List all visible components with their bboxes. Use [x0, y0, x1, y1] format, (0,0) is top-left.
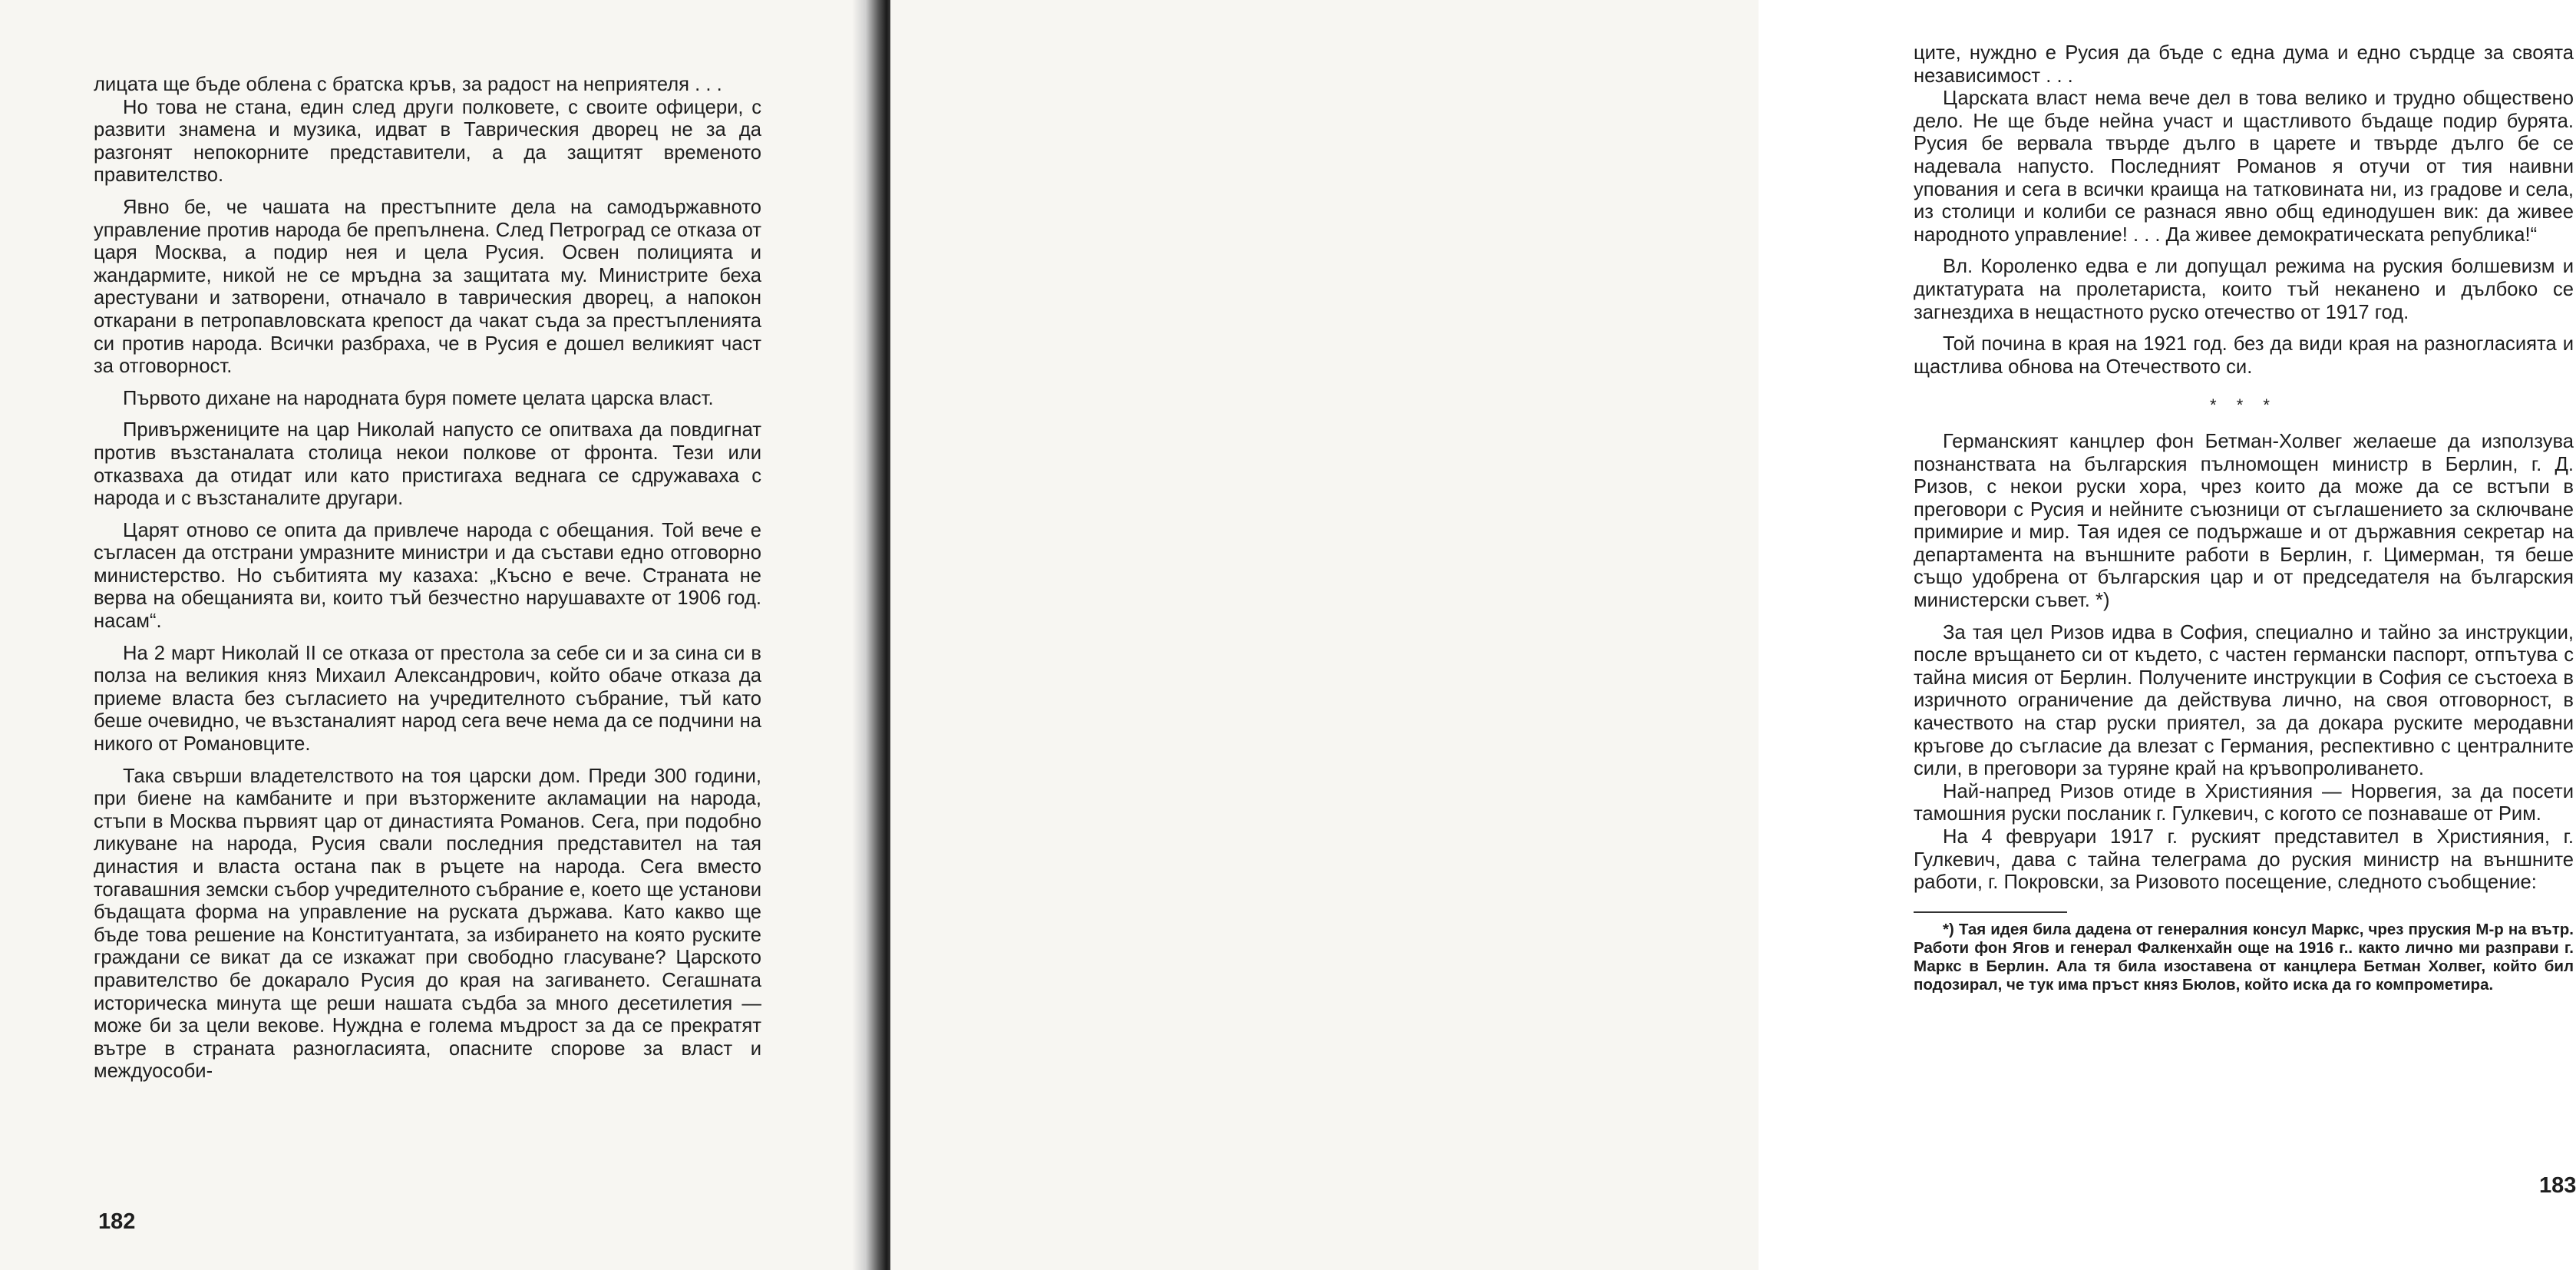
paragraph: Германският канцлер фон Бетман-Холвег желаеше да използува познанствата на българския пълномощен министр в Берлин, г. Д. Ризов, с некои руски хора, чрез които да може да се встъпи в преговори с Русия и нейните съюзници от съглашението за сключване примирие и мир. Тая идея се подържаше и от държавния секретар на департамента на външните работи в Берлин, г. Цимерман, тя беше също удобрена от българския цар и от председателя на българския министерски съвет. *)	[1914, 430, 2574, 612]
footnote: *) Тая идея била дадена от генералния консул Маркс, чрез пруския М-р на вътр. Работи фон Ягов и генерал Фалкенхайн още на 1916 г.. както лично ми разправи г. Маркс в Берлин. Ала тя била изоставена от канцлера Бетман Холвег, който бил подозирал, че тук има пръст княз Бюлов, който иска да го компрометира.	[1914, 920, 2574, 994]
paragraph: Най-напред Ризов отиде в Християния — Норвегия, за да посети тамошния руски посланик г. Гулкевич, с когото се познаваше от Рим.	[1914, 780, 2574, 825]
paragraph: На 2 март Николай II се отказа от престола за себе си и за сина си в полза на великия княз Михаил Александрович, който обаче отказа да приеме власта без съгласието на учредителното събрание, тъй като беше очевидно, че възстаналият народ сега вече нема да се подчини на никого от Романовците.	[94, 642, 761, 756]
paragraph: Царят отново се опита да привлече народа с обещания. Той вече е съгласен да отстрани умразните министри и да състави едно отговорно министерство. Но събитията му казаха: „Късно е вече. Страната не верва на обещанията ви, които тъй безчестно нарушавахте от 1906 год. насам“.	[94, 519, 761, 633]
paragraph: Но това не стана, един след други полковете, с своите офицери, с развити знамена и музика, идват в Таврическия дворец не за да разгонят непокорните представители, а да защитят временото правителство.	[94, 96, 761, 187]
paragraph: Явно бе, че чашата на престъпните дела на самодържавното управление против народа бе препълнена. След Петроград се отказа от царя Москва, а подир нея и цела Русия. Освен полицията и жандармите, никой не се мръдна за защитата му. Министрите беха арестувани и затворени, отначало в тавричеcкия дворец, а напокон откарани в петропавловската крепост да чакат съда за престъпленията си против народа. Всички разбраха, че в Русия е дошел великият част за отговорност.	[94, 196, 761, 378]
paragraph: лицата ще бъде облена с братска кръв, за радост на неприятеля . . .	[94, 74, 722, 95]
footnote-rule	[1914, 911, 2067, 913]
paragraph: Привържениците на цар Николай напусто се опитваха да повдигнат против възстаналата столица некои полкове от фронта. Тези или отказваха да отидат или като пристигаха веднага се сдружаваха с народа и с възстаналите другари.	[94, 419, 761, 510]
paragraph: На 4 февруари 1917 г. руският представител в Християния, г. Гулкевич, дава с тайна телеграма до руския министр на външните работи, г. Покровски, за Ризовото посещение, следното съобщение:	[1914, 826, 2574, 894]
right-page-text	[1914, 42, 2574, 994]
left-page-text	[94, 74, 761, 1083]
section-separator: * * *	[2210, 395, 2277, 415]
page-number: 182	[98, 1209, 136, 1234]
left-page	[0, 0, 867, 1270]
paragraph: Първото дихане на народната буря помете целата царска власт.	[123, 387, 714, 409]
paragraph: ците, нуждно е Русия да бъде с една дума и едно сърдце за своята независимост . . .	[1914, 42, 2574, 87]
paragraph: Той почина в края на 1921 год. без да види края на разногласията и щастлива обнова на Отечеството си.	[1914, 333, 2574, 378]
right-page	[890, 0, 2576, 1270]
paragraph: Царската власт нема вече дел в това велико и трудно обществено дело. Не ще бъде нейна участ и щастливото бъдаще подир бурята. Русия бе вервала твърде дълго в царете и твърде дълго бе се надевала напусто. Последният Романов я отучи от тия наивни упования и сега в всички краища на татковината ни, из градове и села, из столици и колиби се разнася явно общ единодушен вик: да живее народното управление! . . . Да живее демократическата република!“	[1914, 88, 2574, 246]
paragraph: Така свърши владетелството на тоя царски дом. Преди 300 години, при биене на камбаните и при възторжените акламации на народа, стъпи в Москва първият цар от династията Романов. Сега, при подобно ликуване на народа, Русия свали последния представител на тая династия и власта остана пак в ръцете на народа. Сега вместо тогавашния земски събор учредителното събрание е, което ще установи бъдащата форма на управление на руската държава. Като какво ще бъде това решение на Конституантата, за избирането на която руските граждани се викат да се изкажат при свободно гласуване? Царското правителство бе докарало Русия до края на загиването. Сегашната историческа минута ще реши нашата съдба за много десетилетия — може би за цели векове. Нуждна е голема мъдрост за да се прекратят вътре в страната разногласията, опасните спорове за власт и междуособи-	[94, 765, 761, 1083]
page-number: 183	[2539, 1173, 2576, 1198]
paragraph: Вл. Короленко едва е ли допущал режима на руския болшевизм и диктатурата на пролетариста, които тъй неканено и дълбоко се загнездиха в нещастното руско отечество от 1917 год.	[1914, 256, 2574, 323]
paragraph: За тая цел Ризов идва в София, специално и тайно за инструкции, после връщането си от където, с частен германски паспорт, отпътува с тайна мисия от Берлин. Получените инструкции в София се състоеха в изричното ограничение да действува лично, на своя отговорност, в качеството на стар руски приятел, за да докара руските меродавни кръгове до съгласие да влезат с Германия, респективно с централните сили, в преговори за туряне край на кръвопроливането.	[1914, 621, 2574, 780]
